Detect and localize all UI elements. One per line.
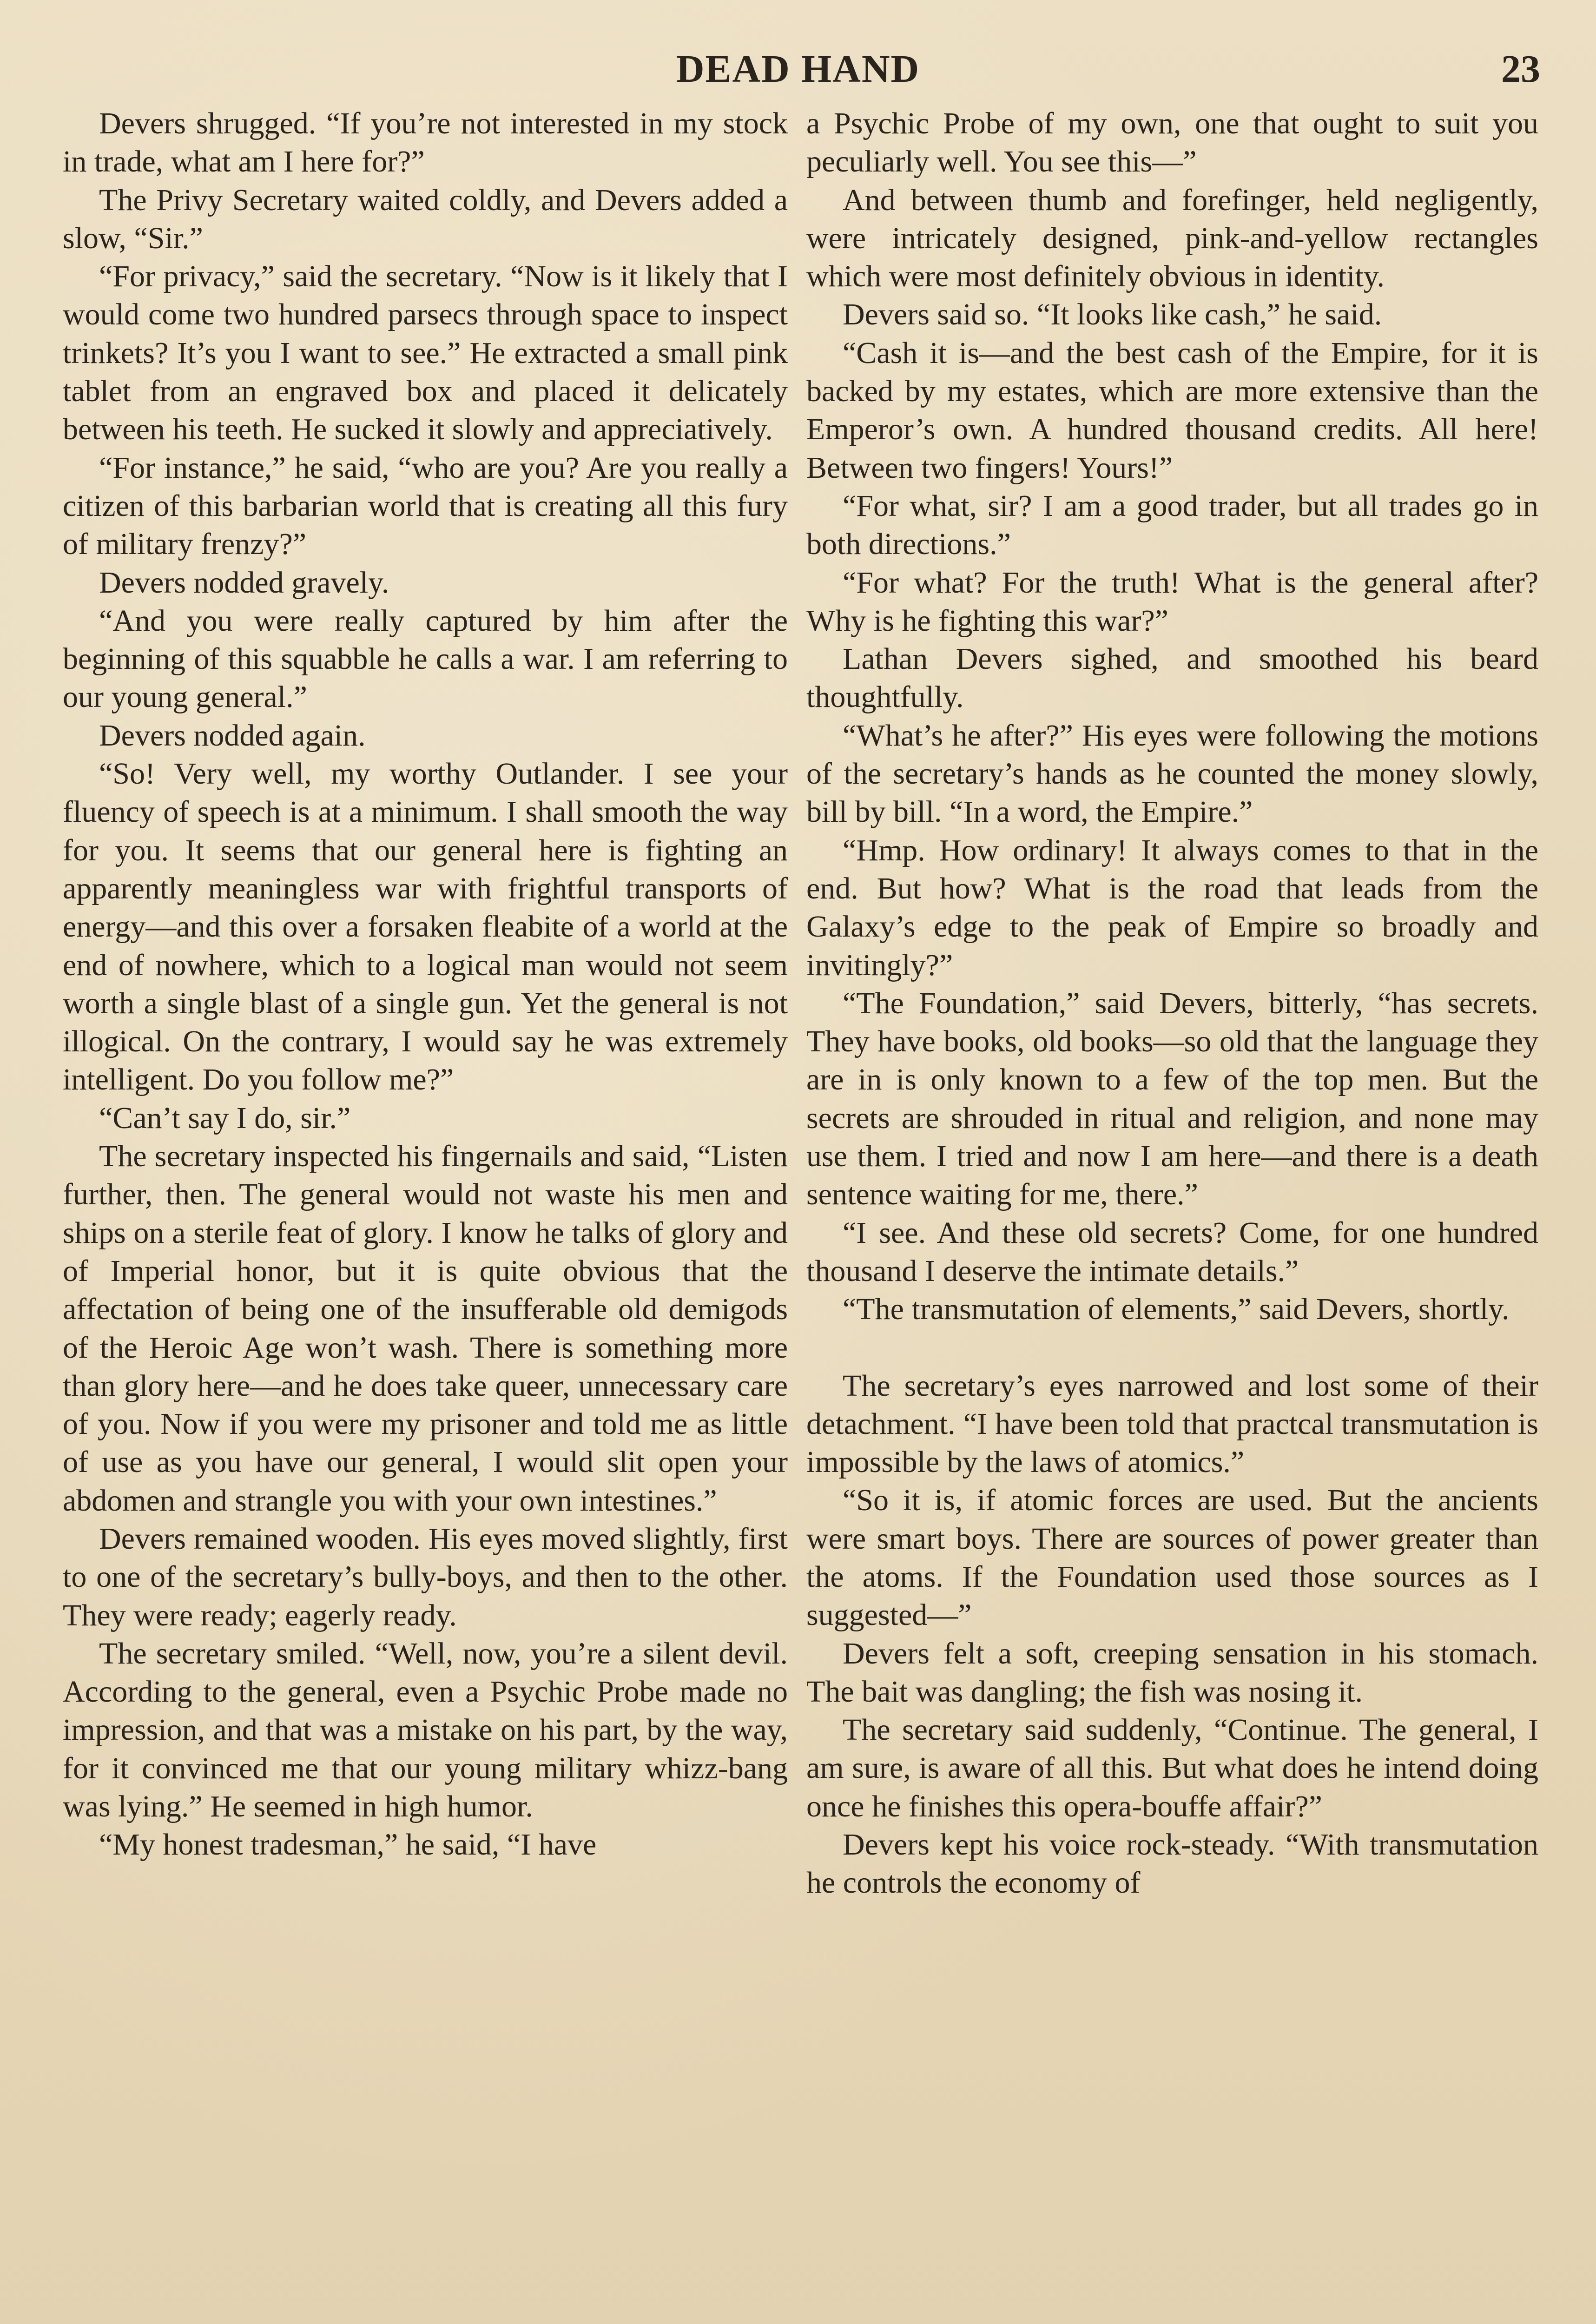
right-text-column: [806, 105, 1538, 2324]
paragraph: The secretary inspected his fingernails and said, “Listen further, then. The general would not waste his men and ships on a sterile feat of glory. I know he talks of glory and of Imperial honor, but it is quite obvious that the affectation of being one of the insufferable old demigods of the Heroic Age won’t wash. There is something more than glory here—and he does take queer, unnecessary care of you. Now if you were my prisoner and told me as little of use as you have our general, I would slit open your abdomen and strangle you with your own intestines.”: [63, 1139, 788, 1518]
page-header: [0, 46, 1596, 98]
paragraph: The secretary smiled. “Well, now, you’re a silent devil. According to the general, even a Psychic Probe made no impression, and that was a mistake on his part, by the way, for it convinced me that our young military whizz-bang was lying.” He seemed in high humor.: [63, 1636, 788, 1824]
paragraph: “So it is, if atomic forces are used. But the ancients were smart boys. There are sources of power greater than the atoms. If the Foundation used those sources as I suggested—”: [806, 1483, 1538, 1632]
running-title: DEAD HAND: [676, 47, 920, 91]
paragraph: Devers felt a soft, creeping sensation in his stomach. The bait was dangling; the fish was nosing it.: [806, 1636, 1538, 1709]
paragraph: a Psychic Probe of my own, one that ought to suit you peculiarly well. You see this—”: [806, 106, 1538, 179]
paragraph: The secretary’s eyes narrowed and lost some of their detachment. “I have been told that practcal transmutation is impossible by the laws of atomics.”: [806, 1368, 1538, 1479]
paragraph: Devers kept his voice rock-steady. “With transmutation he controls the economy of: [806, 1828, 1538, 1900]
left-text-column: [63, 105, 788, 2324]
paragraph: Devers remained wooden. His eyes moved slightly, first to one of the secretary’s bully-boys, and then to the other. They were ready; eagerly ready.: [63, 1521, 788, 1632]
paragraph: Devers shrugged. “If you’re not interested in my stock in trade, what am I here for?”: [63, 106, 788, 179]
paragraph: Devers nodded again.: [99, 718, 366, 753]
paragraph: “So! Very well, my worthy Outlander. I see your fluency of speech is at a minimum. I shall smooth the way for you. It seems that our general here is fighting an apparently meaningless war with frightful transports of energy—and this over a forsaken fleabite of a world at the end of nowhere, which to a logical man would not seem worth a single blast of a single gun. Yet the general is not illogical. On the contrary, I would say he was extremely intelligent. Do you follow me?”: [63, 757, 788, 1097]
paragraph: “I see. And these old secrets? Come, for one hundred thousand I deserve the intimate details.”: [806, 1215, 1538, 1288]
paragraph: “Cash it is—and the best cash of the Empire, for it is backed by my estates, which are more extensive than the Emperor’s own. A hundred thousand credits. All here! Between two fingers! Yours!”: [806, 336, 1538, 485]
paragraph: And between thumb and forefinger, held negligently, were intricately designed, pink-and-yellow rectangles which were most definitely obvious in identity.: [806, 183, 1538, 294]
paragraph: “For what, sir? I am a good trader, but all trades go in both directions.”: [806, 489, 1538, 561]
paragraph: Devers said so. “It looks like cash,” he said.: [843, 297, 1382, 332]
paragraph: “The transmutation of elements,” said Devers, shortly.: [843, 1292, 1510, 1327]
paragraph: The Privy Secretary waited coldly, and Devers added a slow, “Sir.”: [63, 183, 788, 255]
paragraph: “My honest tradesman,” he said, “I have: [99, 1828, 597, 1862]
paragraph: “For instance,” he said, “who are you? Are you really a citizen of this barbarian world that is creating all this fury of military frenzy?”: [63, 450, 788, 561]
paragraph: “For privacy,” said the secretary. “Now is it likely that I would come two hundred parsecs through space to inspect trinkets? It’s you I want to see.” He extracted a small pink tablet from an engraved box and placed it delicately between his teeth. He sucked it slowly and appreciatively.: [63, 259, 788, 447]
paragraph: “Can’t say I do, sir.”: [99, 1101, 351, 1135]
paragraph: “What’s he after?” His eyes were following the motions of the secretary’s hands as he counted the money slowly, bill by bill. “In a word, the Empire.”: [806, 718, 1538, 829]
paragraph: “Hmp. How ordinary! It always comes to that in the end. But how? What is the road that leads from the Galaxy’s edge to the peak of Empire so broadly and invitingly?”: [806, 833, 1538, 982]
paragraph: Devers nodded gravely.: [99, 565, 389, 600]
paragraph: “And you were really captured by him after the beginning of this squabble he calls a war. I am referring to our young general.”: [63, 603, 788, 714]
paragraph: “For what? For the truth! What is the general after? Why is he fighting this war?”: [806, 565, 1538, 638]
paragraph: Lathan Devers sighed, and smoothed his beard thoughtfully.: [806, 642, 1538, 714]
paragraph: The secretary said suddenly, “Continue. The general, I am sure, is aware of all this. But what does he intend doing once he finishes this opera-bouffe affair?”: [806, 1713, 1538, 1823]
paragraph: “The Foundation,” said Devers, bitterly, “has secrets. They have books, old books—so old that the language they are in is only known to a few of the top men. But the secrets are shrouded in ritual and religion, and none may use them. I tried and now I am here—and there is a death sentence waiting for me, there.”: [806, 986, 1538, 1212]
page-number: 23: [1501, 47, 1540, 91]
